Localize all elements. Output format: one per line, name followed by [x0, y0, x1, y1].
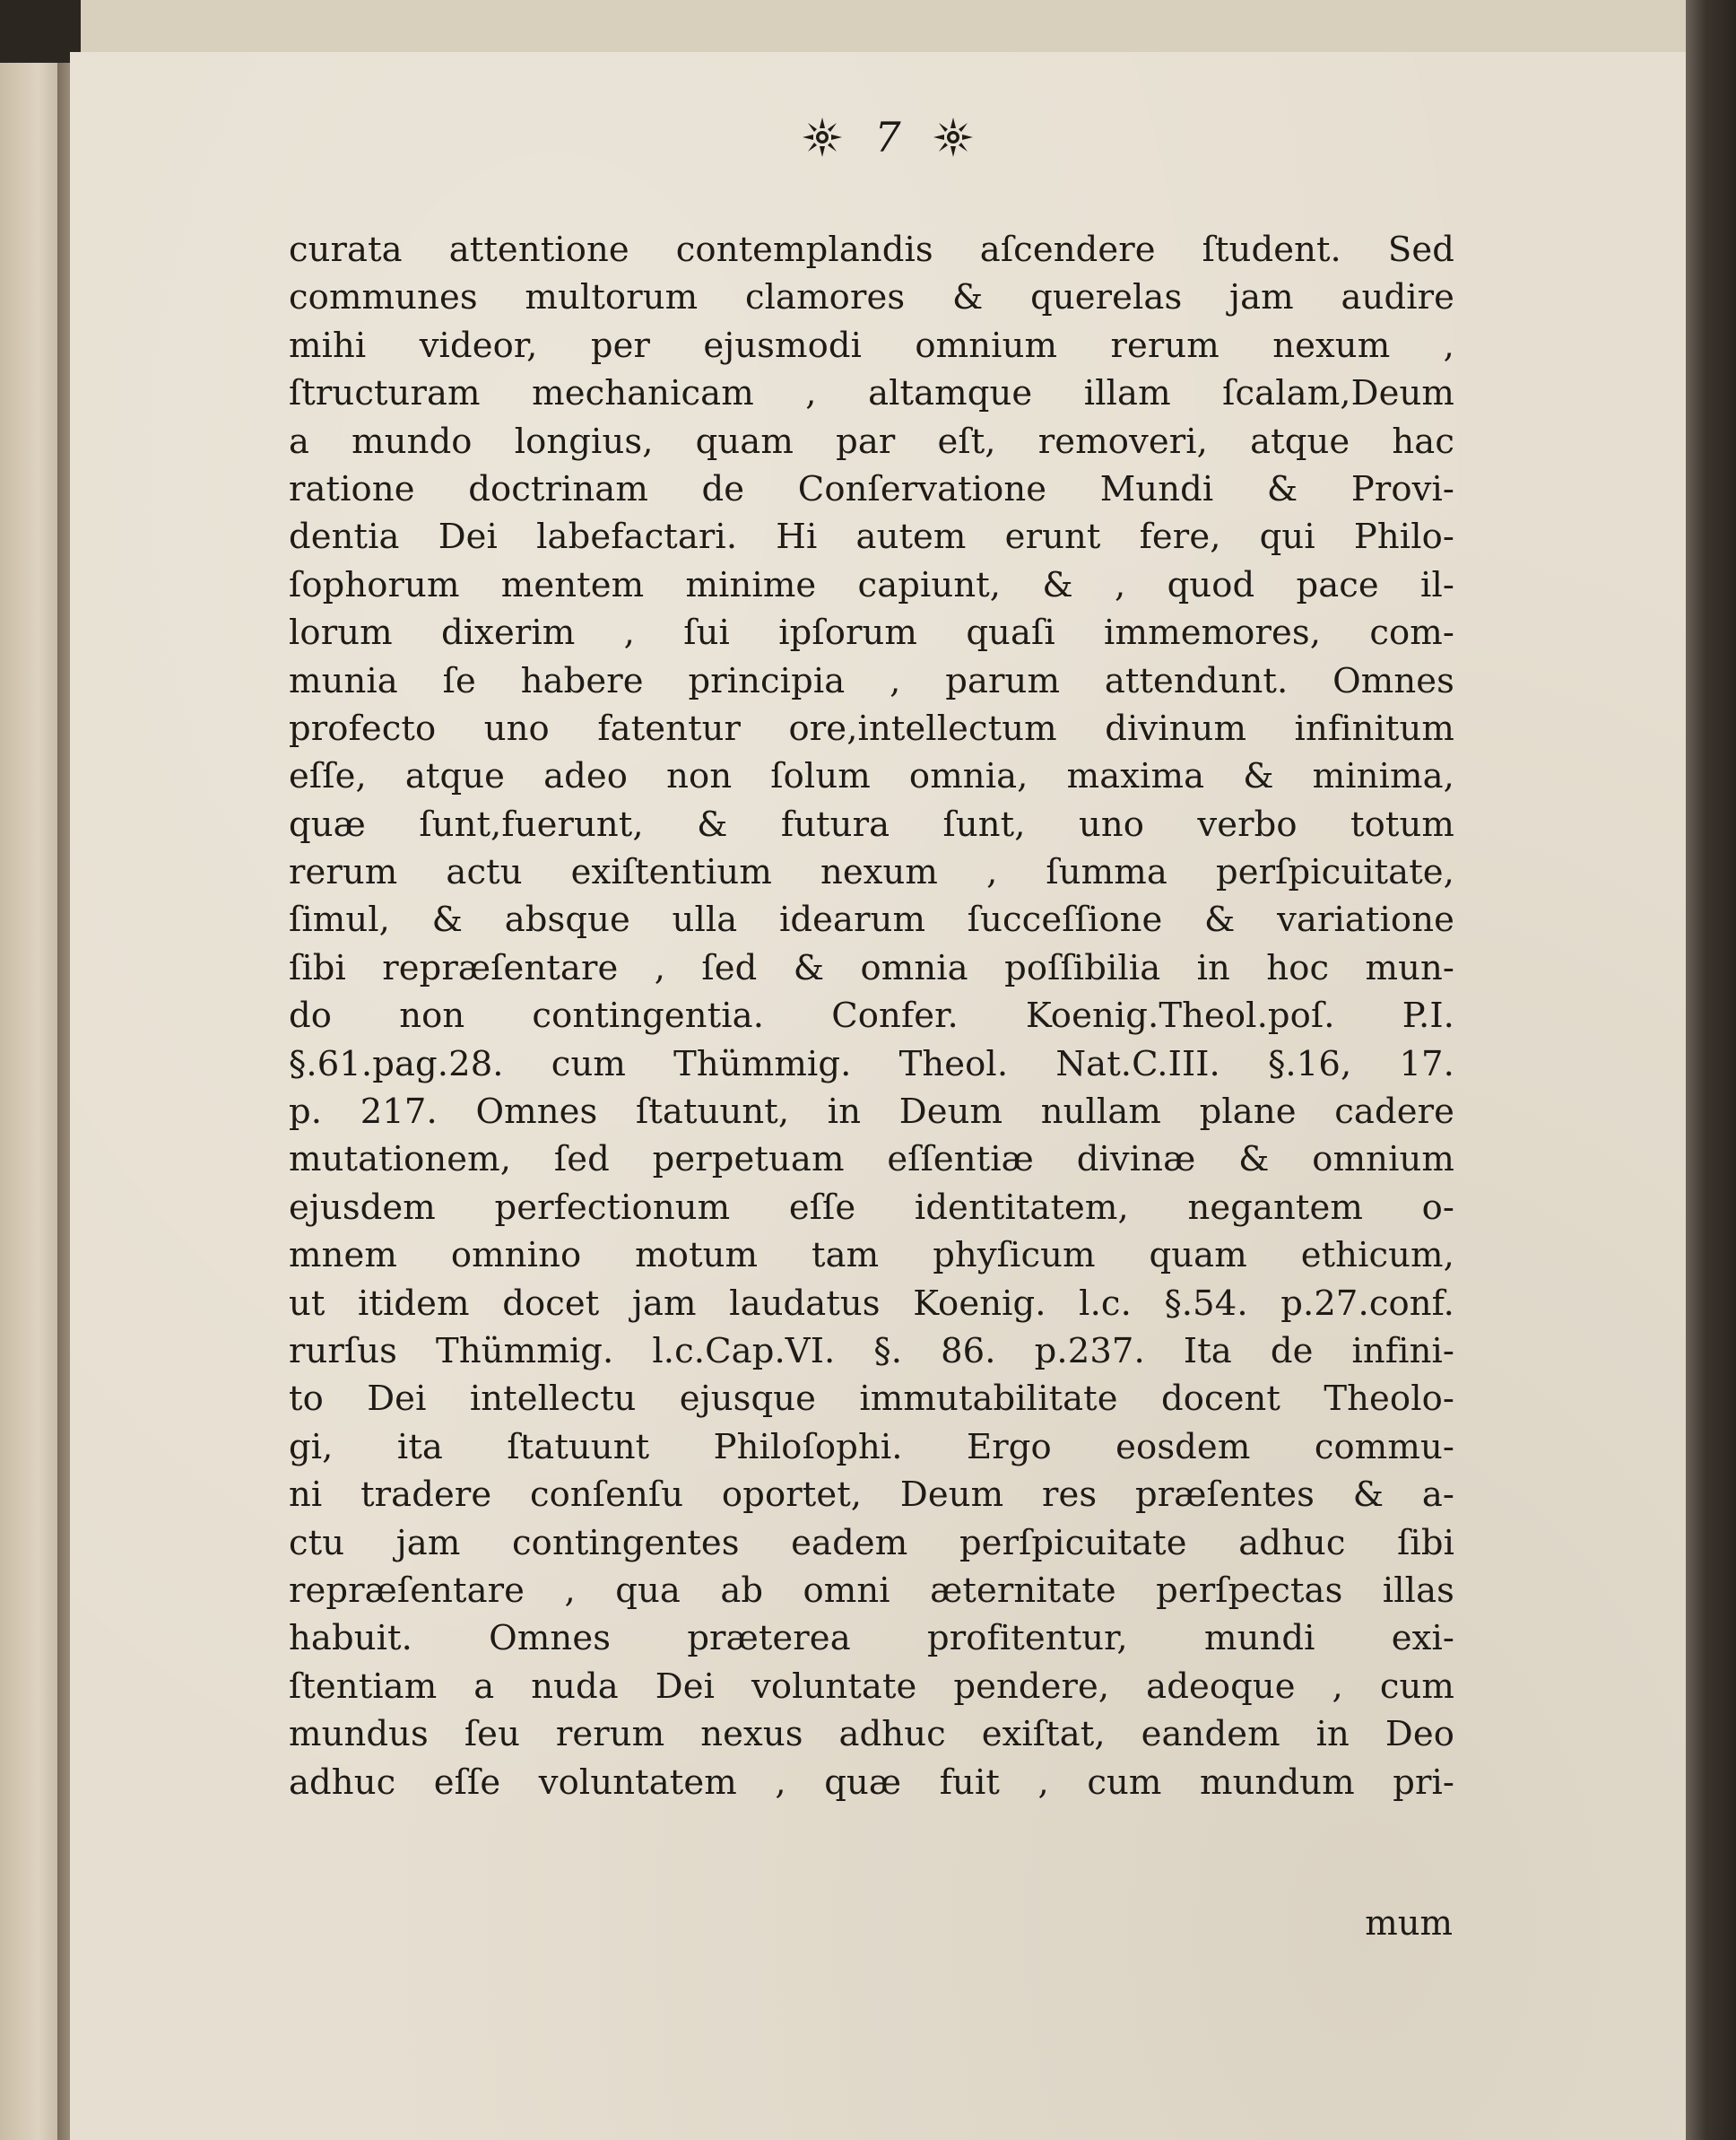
text-line: munia ſe habere principia , parum attendunt. Omnes	[289, 660, 1454, 701]
text-line: quæ ſunt,fuerunt, & futura ſunt, uno verbo totum	[289, 804, 1454, 845]
body-text	[289, 226, 1454, 1806]
text-line: a mundo longius, quam par eſt, removeri, atque hac	[289, 421, 1454, 462]
text-line: mihi videor, per ejusmodi omnium rerum nexum ,	[289, 325, 1454, 366]
text-line: ſophorum mentem minime capiunt, & , quod pace il-	[289, 564, 1454, 605]
text-line: to Dei intellectu ejusque immutabilitate docent Theolo-	[289, 1379, 1454, 1420]
text-line: ejusdem perfectionum eſſe identitatem, negantem o-	[289, 1187, 1454, 1228]
page-header	[699, 106, 1076, 169]
text-line: ut itidem docet jam laudatus Koenig. l.c. §.54. p.27.conf.	[289, 1283, 1454, 1324]
corner-shadow	[0, 0, 81, 63]
ornament-icon	[801, 116, 844, 159]
text-line: do non contingentia. Confer. Koenig.Theol.poſ. P.I.	[289, 996, 1454, 1037]
text-line: mnem omnino motum tam phyſicum quam ethicum,	[289, 1235, 1454, 1276]
text-line: §.61.pag.28. cum Thümmig. Theol. Nat.C.III. §.16, 17.	[289, 1043, 1454, 1084]
text-line: ctu jam contingentes eadem perſpicuitate adhuc ſibi	[289, 1522, 1454, 1563]
text-line: curata attentione contemplandis aſcendere ſtudent. Sed	[289, 230, 1454, 270]
catchword: mum	[1365, 1903, 1453, 1944]
text-line: ſibi repræſentare , ſed & omnia poſſibilia in hoc mun-	[289, 947, 1454, 988]
text-line: ni tradere conſenſu oportet, Deum res præſentes & a-	[289, 1475, 1454, 1516]
text-line: mundus ſeu rerum nexus adhuc exiſtat, eandem in Deo	[289, 1714, 1454, 1755]
text-line: p. 217. Omnes ſtatuunt, in Deum nullam plane cadere	[289, 1092, 1454, 1133]
text-line: gi, ita ſtatuunt Philoſophi. Ergo eosdem commu-	[289, 1426, 1454, 1467]
text-line: rerum actu exiſtentium nexum , ſumma perſpicuitate,	[289, 852, 1454, 893]
text-line: dentia Dei labefactari. Hi autem erunt fere, qui Philo-	[289, 517, 1454, 558]
page-number: 7	[874, 113, 901, 161]
text-line: communes multorum clamores & querelas jam audire	[289, 277, 1454, 318]
text-line: rurſus Thümmig. l.c.Cap.VI. §. 86. p.237. Ita de infini-	[289, 1330, 1454, 1371]
text-line: habuit. Omnes præterea profitentur, mundi exi-	[289, 1618, 1454, 1659]
scan-right-border	[1686, 0, 1736, 2140]
text-line: ratione doctrinam de Conſervatione Mundi & Provi-	[289, 468, 1454, 509]
text-line: ſimul, & absque ulla idearum ſucceſſione & variatione	[289, 900, 1454, 941]
text-line: ſtentiam a nuda Dei voluntate pendere, adeoque , cum	[289, 1666, 1454, 1707]
text-line: eſſe, atque adeo non ſolum omnia, maxima & minima,	[289, 756, 1454, 797]
text-line: lorum dixerim , ſui ipſorum quaſi immemores, com-	[289, 613, 1454, 654]
text-line: profecto uno fatentur ore,intellectum divinum infinitum	[289, 708, 1454, 749]
text-line: adhuc eſſe voluntatem , quæ fuit , cum mundum pri-	[289, 1762, 1454, 1803]
text-line: ſtructuram mechanicam , altamque illam ſcalam,Deum	[289, 373, 1454, 414]
ornament-icon	[932, 116, 975, 159]
text-line: repræſentare , qua ab omni æternitate perſpectas illas	[289, 1570, 1454, 1611]
text-line: mutationem, ſed perpetuam eſſentiæ divinæ & omnium	[289, 1139, 1454, 1180]
